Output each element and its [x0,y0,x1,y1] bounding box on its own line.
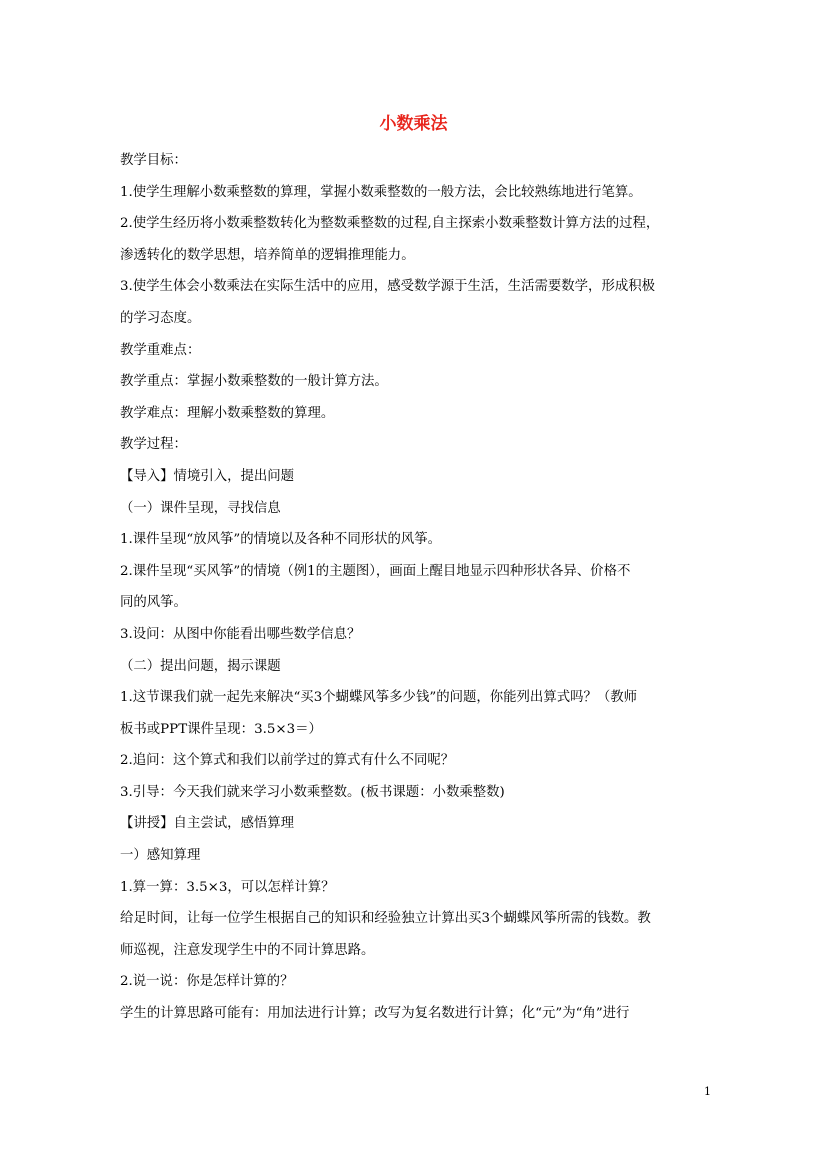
text-line: 给足时间，让每一位学生根据自己的知识和经验独立计算出买3个蝴蝶风筝所需的钱数。教 [120,911,651,927]
text-line: 1.算一算：3.5×3，可以怎样计算？ [120,879,335,895]
page-number: 1 [704,1085,711,1098]
text-line: 渗透转化的数学思想，培养简单的逻辑推理能力。 [120,247,415,263]
document-body [120,148,710,1033]
text-line: 3.使学生体会小数乘法在实际生活中的应用，感受数学源于生活，生活需要数学，形成积极 [120,279,656,295]
text-line: 2.说一说：你是怎样计算的？ [120,974,294,990]
text-line: 同的风筝。 [120,595,187,611]
text-line: 【导入】情境引入，提出问题 [120,468,295,484]
text-line: 教学重点：掌握小数乘整数的一般计算方法。 [120,374,388,390]
text-line: （一）课件呈现，寻找信息 [120,500,281,516]
text-line: 1.使学生理解小数乘整数的算理，掌握小数乘整数的一般方法，会比较熟练地进行笔算。 [120,184,642,200]
text-line: 板书或PPT课件呈现：3.5×3＝） [120,721,322,737]
text-line: 3.引导：今天我们就来学习小数乘整数。(板书课题：小数乘整数) [120,784,505,800]
text-line: 2.使学生经历将小数乘整数转化为整数乘整数的过程,自主探索小数乘整数计算方法的过程， [120,216,660,232]
text-line: 教学目标： [120,153,187,168]
text-line: 教学重难点： [120,342,201,358]
text-line: 的学习态度。 [120,310,201,326]
text-line: 一）感知算理 [120,848,201,864]
text-line: 教学过程： [120,437,187,453]
text-line: 3.设问：从图中你能看出哪些数学信息？ [120,626,361,642]
text-line: 师巡视，注意发现学生中的不同计算思路。 [120,942,375,958]
document-title: 小数乘法 [379,114,448,134]
text-line: 2.课件呈现“买风筝”的情境（例1的主题图），画面上醒目地显示四种形状各异、价格不 [120,563,631,579]
text-line: 学生的计算思路可能有：用加法进行计算；改写为复名数进行计算；化“元”为“角”进行 [120,1006,630,1022]
text-line: 【讲授】自主尝试，感悟算理 [120,816,295,832]
text-line: 教学难点：理解小数乘整数的算理。 [120,405,335,421]
text-line: 2.追问：这个算式和我们以前学过的算式有什么不同呢？ [120,753,455,769]
text-line: （二）提出问题，揭示课题 [120,658,281,674]
text-line: 1.课件呈现“放风筝”的情境以及各种不同形状的风筝。 [120,532,442,548]
text-line: 1.这节课我们就一起先来解决“买3个蝴蝶风筝多少钱”的问题，你能列出算式吗？（教师 [120,690,638,706]
